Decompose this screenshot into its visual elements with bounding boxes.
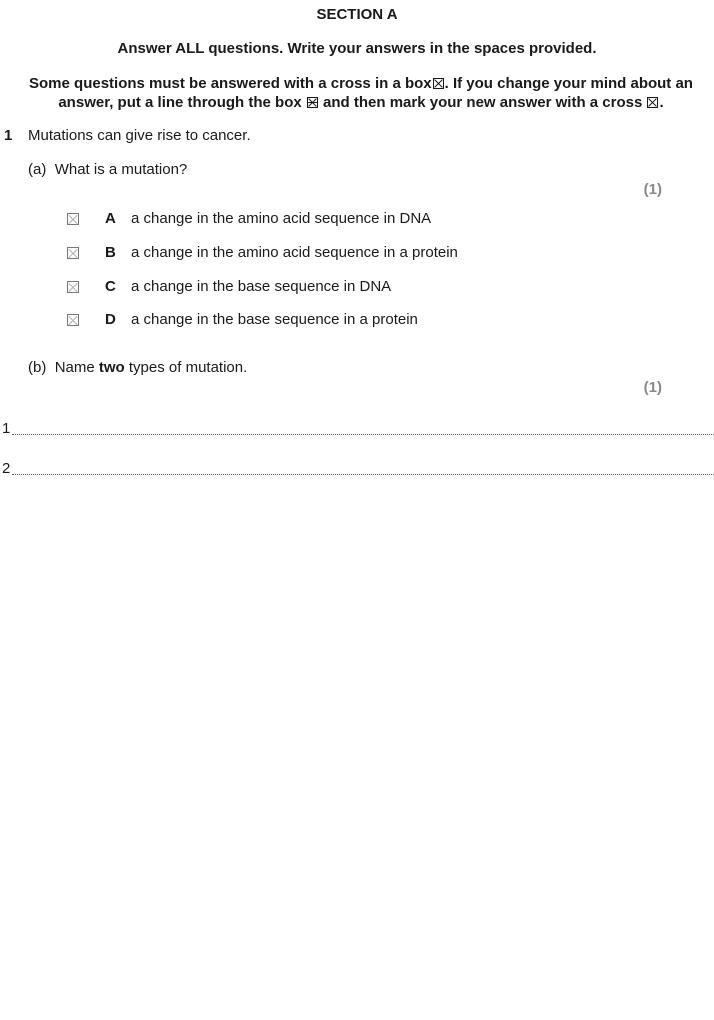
instruction-text-3: and then mark your new answer with a cross xyxy=(323,94,643,111)
part-b-marks: (1) xyxy=(643,379,662,396)
part-a-text: What is a mutation? xyxy=(54,161,188,178)
answer-line-2[interactable] xyxy=(2,460,714,480)
answer-checkbox-icon[interactable] xyxy=(67,247,79,259)
part-b-text-pre: Name xyxy=(54,359,95,376)
part-b-label: (b) xyxy=(28,359,47,376)
dotted-answer-line[interactable] xyxy=(12,434,714,435)
dotted-answer-line[interactable] xyxy=(12,474,714,475)
option-text: a change in the base sequence in a protein xyxy=(131,311,418,328)
instruction-line-1: Answer ALL questions. Write your answers in the spaces provided. xyxy=(117,40,597,57)
option-text: a change in the amino acid sequence in a protein xyxy=(131,244,458,261)
option-letter: B xyxy=(105,244,116,261)
question-stem: Mutations can give rise to cancer. xyxy=(28,127,251,144)
instruction-line-2 xyxy=(8,74,714,112)
option-text: a change in the base sequence in DNA xyxy=(131,278,392,295)
part-b-text-bold: two xyxy=(98,359,125,376)
instruction-text-1: Some questions must be answered with a cross in a box xyxy=(29,75,432,92)
section-title: SECTION A xyxy=(316,6,398,23)
part-a-marks: (1) xyxy=(643,181,662,198)
answer-checkbox-icon[interactable] xyxy=(67,281,79,293)
part-a-question xyxy=(28,161,187,178)
answer-checkbox-icon[interactable] xyxy=(67,213,79,225)
option-letter: C xyxy=(105,278,116,295)
answer-line-1[interactable] xyxy=(2,420,714,440)
instruction-text-4: . xyxy=(659,94,664,111)
crossed-box-icon xyxy=(647,97,658,108)
option-letter: D xyxy=(105,311,116,328)
answer-checkbox-icon[interactable] xyxy=(67,314,79,326)
option-letter: A xyxy=(105,210,116,227)
answer-line-number: 1 xyxy=(2,420,11,437)
part-b-question xyxy=(28,359,247,376)
question-number: 1 xyxy=(4,127,13,144)
part-b-text-post: types of mutation. xyxy=(128,359,248,376)
option-text: a change in the amino acid sequence in DNA xyxy=(131,210,432,227)
answer-line-number: 2 xyxy=(2,460,11,477)
crossed-box-icon xyxy=(433,78,444,89)
struck-crossed-box-icon xyxy=(307,97,318,108)
part-a-label: (a) xyxy=(28,161,47,178)
instruction-text-2: . If you change your mind about an answer, put a line through the box xyxy=(58,75,693,111)
